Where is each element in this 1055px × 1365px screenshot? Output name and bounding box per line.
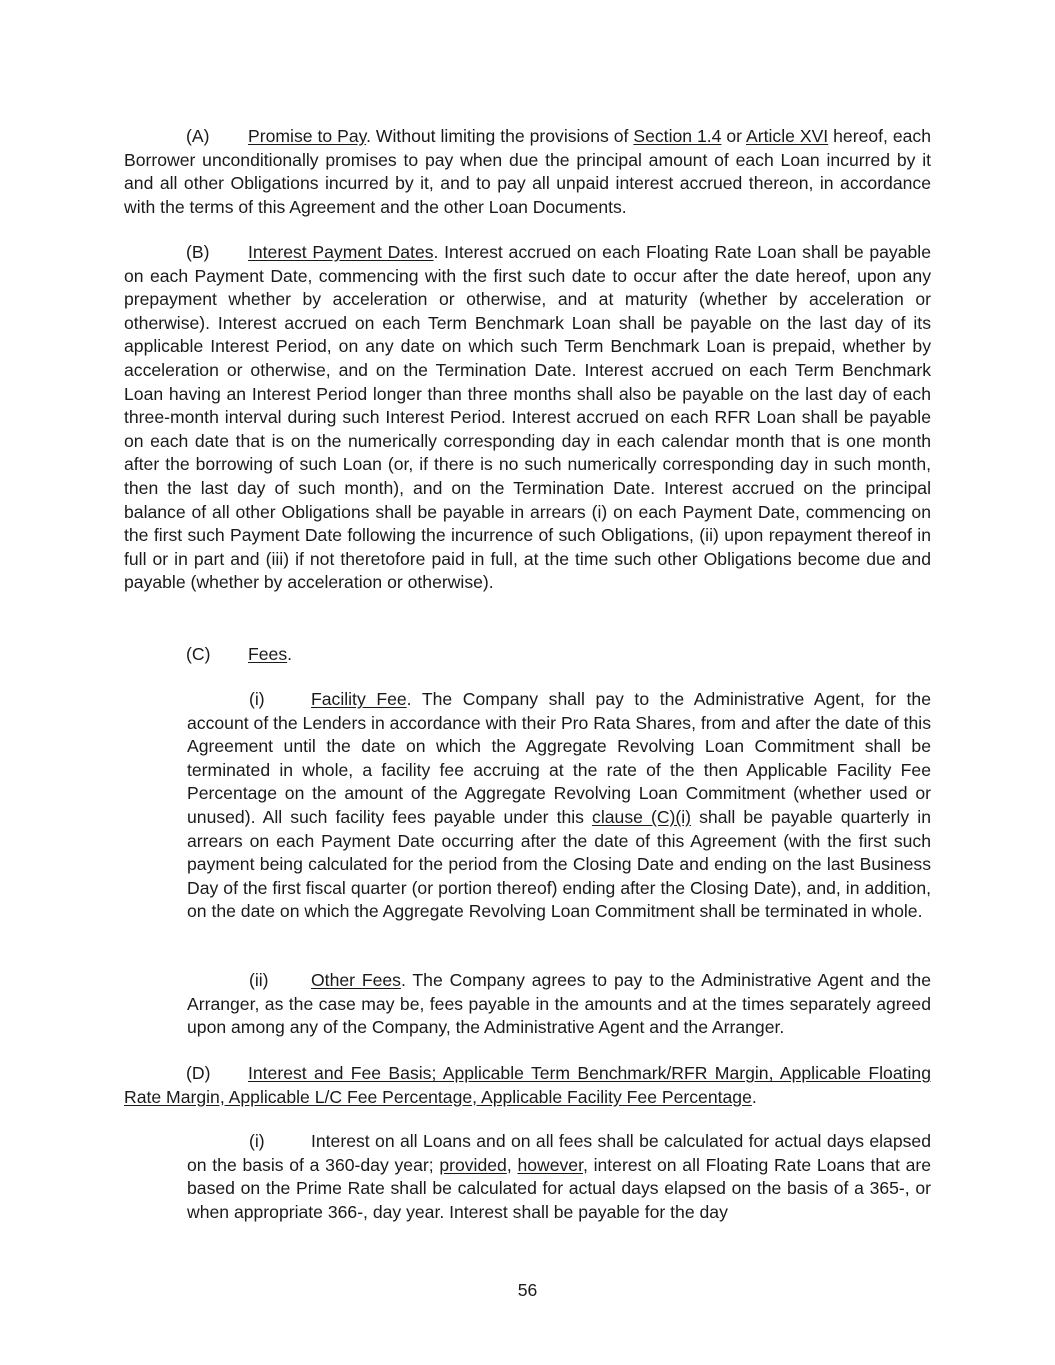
paragraph-c-ii bbox=[187, 969, 931, 1040]
paragraph-c-i-text-1: . The Company shall pay to the Administrative Agent, for the account of the Lenders in accordance with their Pro Rata Shares, from and after the date of this Agreement until the date on which the Aggregate Revolving Loan Commitment shall be terminated in whole, a facility fee accruing at the rate of the then Applicable Facility Fee Percentage on the amount of the Aggregate Revolving Loan Commitment (whether used or unused). All such facility fees payable under this bbox=[187, 689, 931, 827]
paragraph-c-i-heading: Facility Fee bbox=[311, 689, 407, 709]
paragraph-d-i bbox=[187, 1130, 931, 1224]
paragraph-a-text-2: or bbox=[721, 126, 747, 146]
clause-reference-link: clause (C)(i) bbox=[592, 806, 692, 827]
paragraph-d bbox=[124, 1062, 931, 1109]
however-term: however bbox=[517, 1154, 583, 1175]
paragraph-c-ii-text: . The Company agrees to pay to the Administrative Agent and the Arranger, as the case may be, fees payable in the amounts and at the times separately agreed upon among any of the Company, the Administrative Agent and the Arranger. bbox=[187, 970, 931, 1038]
paragraph-b bbox=[124, 241, 931, 595]
paragraph-d-i-label: (i) bbox=[249, 1131, 265, 1151]
paragraph-d-label: (D) bbox=[186, 1063, 211, 1083]
paragraph-a bbox=[124, 125, 931, 219]
provided-term: provided bbox=[439, 1154, 507, 1175]
section-reference-link: Section 1.4 bbox=[633, 126, 722, 146]
paragraph-d-i-text-2: , bbox=[506, 1154, 518, 1175]
paragraph-c-i bbox=[187, 688, 931, 924]
paragraph-b-label: (B) bbox=[186, 242, 210, 262]
paragraph-d-heading: Interest and Fee Basis; Applicable Term Benchmark/RFR Margin, Applicable Floating Rate Margin, Applicable L/C Fee Percentage, Applicable Facility Fee Percentage bbox=[124, 1063, 931, 1107]
paragraph-c-text: . bbox=[287, 644, 293, 664]
page-number: 56 bbox=[517, 1280, 538, 1300]
paragraph-a-text-3: hereof, each Borrower unconditionally promises to pay when due the principal amount of each Loan incurred by it and all other Obligations incurred by it, and to pay all unpaid interest accrued thereon, in accordance with the terms of this Agreement and the other Loan Documents. bbox=[124, 126, 932, 217]
paragraph-d-text: . bbox=[751, 1086, 757, 1107]
paragraph-c-heading: Fees bbox=[248, 644, 288, 664]
paragraph-a-heading: Promise to Pay bbox=[248, 126, 367, 146]
paragraph-c-label: (C) bbox=[186, 644, 211, 664]
paragraph-d-i-text-1: Interest on all Loans and on all fees shall be calculated for actual days elapsed on the basis of a 360-day year; bbox=[187, 1131, 931, 1175]
article-reference-link: Article XVI bbox=[746, 126, 829, 146]
paragraph-a-text-1: . Without limiting the provisions of bbox=[366, 126, 634, 146]
paragraph-c bbox=[124, 643, 931, 667]
paragraph-c-i-label: (i) bbox=[249, 689, 265, 709]
paragraph-b-text: . Interest accrued on each Floating Rate Loan shall be payable on each Payment Date, commencing with the first such date to occur after the date hereof, upon any prepayment whether by acceleration or otherwise, and at maturity (whether by acceleration or otherwise). Interest accrued on each Term Benchmark Loan shall be payable on the last day of its applicable Interest Period, on any date on which such Term Benchmark Loan is prepaid, whether by acceleration or otherwise, and on the Termination Date. Interest accrued on each Term Benchmark Loan having an Interest Period longer than three months shall also be payable on the last day of each three-month interval during such Interest Period. Interest accrued on each RFR Loan shall be payable on each date that is on the numerically corresponding day in each calendar month that is one month after the borrowing of such Loan (or, if there is no such numerically corresponding day in such month, then the last day of such month), and on the Termination Date. Interest accrued on the principal balance of all other Obligations shall be payable in arrears (i) on each Payment Date, commencing on the first such Payment Date following the incurrence of such Obligations, (ii) upon repayment thereof in full or in part and (iii) if not theretofore paid in full, at the time such other Obligations become due and payable (whether by acceleration or otherwise). bbox=[124, 242, 931, 593]
paragraph-c-i-text-2: shall be payable quarterly in arrears on each Payment Date occurring after the date of this Agreement (with the first such payment being calculated for the period from the Closing Date and ending on the last Business Day of the first fiscal quarter (or portion thereof) ending after the Closing Date), and, in addition, on the date on which the Aggregate Revolving Loan Commitment shall be terminated in whole. bbox=[187, 806, 932, 922]
paragraph-a-label: (A) bbox=[186, 126, 210, 146]
paragraph-c-ii-heading: Other Fees bbox=[311, 970, 401, 990]
paragraph-d-i-text-3: , interest on all Floating Rate Loans that are based on the Prime Rate shall be calculated for actual days elapsed on the basis of a 365-, or when appropriate 366-, day year. Interest shall be payable for the day bbox=[187, 1154, 932, 1222]
paragraph-b-heading: Interest Payment Dates bbox=[248, 242, 434, 262]
paragraph-c-ii-label: (ii) bbox=[249, 970, 269, 990]
